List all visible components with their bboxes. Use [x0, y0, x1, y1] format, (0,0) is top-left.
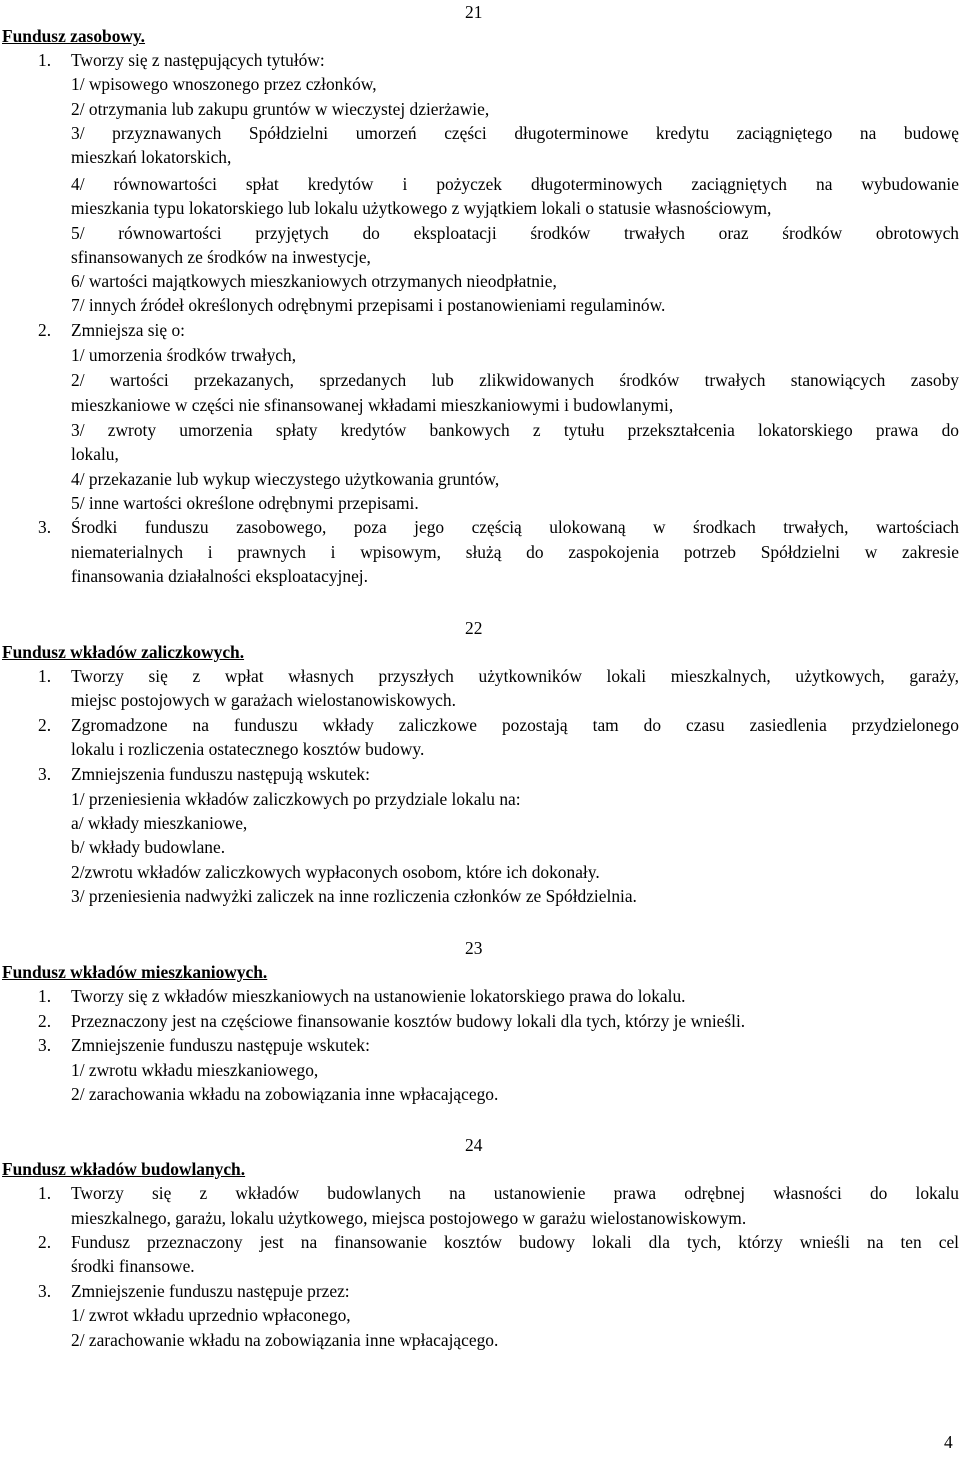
item-text: Zmniejsza się o:	[71, 320, 185, 340]
s22-i3-line-1b: b/ wkłady budowlane.	[71, 837, 226, 857]
section-title-fundusz-wkladow-zaliczkowych: Fundusz wkładów zaliczkowych.	[2, 642, 245, 662]
item-text: Zmniejszenie funduszu następuje wskutek:	[71, 1035, 370, 1055]
s21-i1-line-4b: mieszkania typu lokatorskiego lub lokalu użytkowego z wyjątkiem lokali o statusie własnościowym,	[71, 198, 772, 218]
item-text: Tworzy się z następujących tytułów:	[71, 50, 325, 70]
s22-i1-line-b: miejsc postojowych w garażach wielostanowiskowych.	[71, 690, 456, 710]
item-number: 1.	[38, 666, 52, 686]
s23-i3-line-2: 2/ zarachowania wkładu na zobowiązania inne wpłacającego.	[71, 1084, 499, 1104]
s21-i1-line-3b: mieszkań lokatorskich,	[71, 147, 232, 167]
item-number: 1.	[38, 1183, 52, 1203]
item-text: Tworzy się z wkładów mieszkaniowych na ustanowienie lokatorskiego prawa do lokalu.	[71, 986, 686, 1006]
item-text-line-a: Tworzy się z wkładów budowlanych na ustanowienie prawa odrębnej własności do lokalu	[71, 1183, 959, 1203]
item-number: 3.	[38, 517, 52, 537]
s21-i2-line-3a: 3/ zwroty umorzenia spłaty kredytów bankowych z tytułu przekształcenia lokatorskiego prawa do	[71, 420, 959, 440]
item-number: 2.	[38, 320, 52, 340]
s21-i2-line-2a: 2/ wartości przekazanych, sprzedanych lub zlikwidowanych środków trwałych stanowiących zasoby	[71, 370, 959, 390]
s21-i2-line-3b: lokalu,	[71, 444, 119, 464]
item-text: Zmniejszenia funduszu następują wskutek:	[71, 764, 370, 784]
s21-i1-line-5b: sfinansowanych ze środków na inwestycje,	[71, 247, 371, 267]
item-text-line-a: Tworzy się z wpłat własnych przyszłych użytkowników lokali mieszkalnych, użytkowych, garaży,	[71, 666, 959, 686]
s22-i3-line-2: 2/zwrotu wkładów zaliczkowych wypłaconych osobom, które ich dokonały.	[71, 862, 600, 882]
item-text-line-a: Zgromadzone na funduszu wkłady zaliczkowe pozostają tam do czasu zasiedlenia przydzielonego	[71, 715, 959, 735]
s21-i2-line-4: 4/ przekazanie lub wykup wieczystego użytkowania gruntów,	[71, 469, 500, 489]
item-text: Przeznaczony jest na częściowe finansowanie kosztów budowy lokali dla tych, którzy je wnieśli.	[71, 1011, 746, 1031]
section-number-22: 22	[465, 618, 483, 638]
item-text: Zmniejszenie funduszu następuje przez:	[71, 1281, 350, 1301]
s23-i3-line-1: 1/ zwrotu wkładu mieszkaniowego,	[71, 1060, 319, 1080]
s22-i2-line-b: lokalu i rozliczenia ostatecznego kosztów budowy.	[71, 739, 425, 759]
item-number: 1.	[38, 50, 52, 70]
item-text-line-a: Środki funduszu zasobowego, poza jego częścią ulokowaną w środkach trwałych, wartościach	[71, 517, 959, 537]
s21-i2-line-1: 1/ umorzenia środków trwałych,	[71, 345, 297, 365]
s21-i1-line-3a: 3/ przyznawanych Spółdzielni umorzeń części długoterminowe kredytu zaciągniętego na budowę	[71, 123, 959, 143]
s22-i3-line-3: 3/ przeniesienia nadwyżki zaliczek na inne rozliczenia członków ze Spółdzielnia.	[71, 886, 637, 906]
item-number: 3.	[38, 1281, 52, 1301]
s22-i3-line-1a: a/ wkłady mieszkaniowe,	[71, 813, 248, 833]
page-number: 4	[944, 1432, 953, 1452]
s21-i3-line-b: niematerialnych i prawnych i wpisowym, służą do zaspokojenia potrzeb Spółdzielni w zakresie	[71, 542, 959, 562]
s22-i3-line-1: 1/ przeniesienia wkładów zaliczkowych po przydziale lokalu na:	[71, 789, 521, 809]
section-number-21: 21	[465, 2, 483, 22]
section-title-fundusz-wkladow-mieszkaniowych: Fundusz wkładów mieszkaniowych.	[2, 962, 268, 982]
s21-i1-line-7: 7/ innych źródeł określonych odrębnymi przepisami i postanowieniami regulaminów.	[71, 295, 666, 315]
section-number-23: 23	[465, 938, 483, 958]
s24-i3-line-1: 1/ zwrot wkładu uprzednio wpłaconego,	[71, 1305, 351, 1325]
section-title-fundusz-wkladow-budowlanych: Fundusz wkładów budowlanych.	[2, 1159, 246, 1179]
s24-i1-line-b: mieszkalnego, garażu, lokalu użytkowego, miejsca postojowego w garażu wielostanowiskowym.	[71, 1208, 747, 1228]
s21-i1-line-2: 2/ otrzymania lub zakupu gruntów w wieczystej dzierżawie,	[71, 99, 490, 119]
section-title-fundusz-zasobowy: Fundusz zasobowy.	[2, 26, 146, 46]
s21-i2-line-2b: mieszkaniowe w części nie sfinansowanej wkładami mieszkaniowymi i budowlanymi,	[71, 395, 674, 415]
item-number: 3.	[38, 1035, 52, 1055]
s21-i3-line-c: finansowania działalności eksploatacyjnej.	[71, 566, 368, 586]
s24-i2-line-b: środki finansowe.	[71, 1256, 195, 1276]
item-number: 2.	[38, 1232, 52, 1252]
item-number: 3.	[38, 764, 52, 784]
s21-i1-line-5a: 5/ równowartości przyjętych do eksploatacji środków trwałych oraz środków obrotowych	[71, 223, 959, 243]
section-number-24: 24	[465, 1135, 483, 1155]
item-number: 2.	[38, 1011, 52, 1031]
item-number: 1.	[38, 986, 52, 1006]
item-number: 2.	[38, 715, 52, 735]
s21-i1-line-4a: 4/ równowartości spłat kredytów i pożyczek długoterminowych zaciągniętych na wybudowanie	[71, 174, 959, 194]
s21-i1-line-6: 6/ wartości majątkowych mieszkaniowych otrzymanych nieodpłatnie,	[71, 271, 557, 291]
s21-i1-line-1: 1/ wpisowego wnoszonego przez członków,	[71, 74, 377, 94]
s24-i3-line-2: 2/ zarachowanie wkładu na zobowiązania inne wpłacającego.	[71, 1330, 499, 1350]
s21-i2-line-5: 5/ inne wartości określone odrębnymi przepisami.	[71, 493, 419, 513]
item-text-line-a: Fundusz przeznaczony jest na finansowanie kosztów budowy lokali dla tych, którzy wnieśli na ten cel	[71, 1232, 959, 1252]
